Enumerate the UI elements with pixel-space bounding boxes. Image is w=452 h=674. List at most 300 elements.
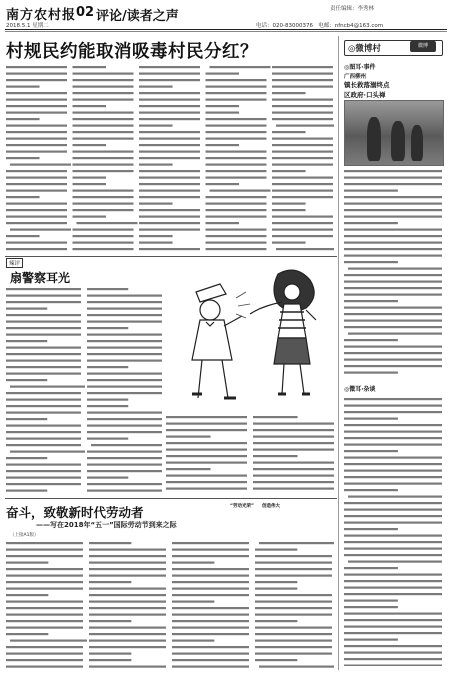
feature-rule (5, 256, 337, 257)
text-line (89, 614, 166, 616)
text-line (87, 438, 128, 440)
lower-lines-group (6, 542, 334, 668)
text-line (73, 235, 134, 237)
text-line (6, 216, 67, 218)
text-line (344, 398, 442, 400)
text-line (139, 151, 200, 153)
text-line (255, 594, 332, 596)
text-line (87, 392, 162, 394)
text-line (344, 307, 442, 309)
text-line (272, 203, 306, 205)
text-line (6, 66, 67, 68)
text-line (6, 412, 81, 414)
text-line (73, 183, 107, 185)
text-line (6, 399, 81, 401)
text-line (344, 606, 398, 608)
text-line (344, 196, 442, 198)
text-line (272, 242, 306, 244)
article-text-lines (6, 64, 334, 252)
text-line (348, 333, 442, 335)
text-line (87, 457, 162, 459)
text-line (276, 248, 334, 250)
text-line (206, 79, 267, 81)
feature-text-right (166, 414, 334, 494)
text-line (259, 666, 334, 668)
sidebar-text-1 (344, 168, 442, 378)
text-line (344, 190, 398, 192)
text-line (206, 144, 240, 146)
text-line (172, 555, 249, 557)
text-line (206, 177, 267, 179)
text-line (255, 659, 297, 661)
text-line (172, 562, 214, 564)
text-line (89, 633, 166, 635)
text-line (272, 222, 333, 224)
text-line (6, 366, 81, 368)
contact-line (256, 21, 383, 29)
text-line (6, 575, 83, 577)
text-line (172, 542, 249, 544)
text-line (166, 416, 247, 418)
dateline: 2018.5.1 星期二 (6, 23, 49, 29)
text-line (253, 442, 334, 444)
text-line (6, 321, 81, 323)
photo-figure-3 (411, 125, 423, 161)
text-line (6, 118, 40, 120)
text-line (172, 601, 214, 603)
officer-body (192, 320, 232, 360)
feature-text-lines-right (166, 414, 334, 494)
main-headline: 村规民约能取消吸毒村民分红？ (6, 42, 258, 62)
text-line (6, 568, 83, 570)
text-line (344, 548, 442, 550)
text-line (6, 562, 48, 564)
cartoon-svg (166, 262, 336, 410)
text-line (272, 99, 333, 101)
text-line (255, 562, 332, 564)
text-line (206, 222, 240, 224)
text-line (272, 190, 333, 192)
text-line (139, 209, 200, 211)
text-line (87, 340, 162, 342)
weibo-logo-icon: 微博 (410, 41, 436, 52)
text-line (6, 92, 67, 94)
text-line (139, 157, 200, 159)
text-line (87, 353, 162, 355)
header-rule (5, 29, 447, 30)
text-line (139, 138, 200, 140)
sidebar-story-sub: 区政府·口头禅 (344, 91, 386, 99)
text-line (6, 360, 81, 362)
text-line (6, 431, 81, 433)
text-line (73, 177, 107, 179)
tag-image-event-text: 图耳·事件 (349, 64, 376, 71)
police-cap-icon (196, 284, 226, 302)
text-line (6, 125, 67, 127)
text-line (255, 555, 332, 557)
text-line (272, 86, 333, 88)
text-line (344, 203, 442, 205)
lower-rule (5, 498, 337, 499)
text-line (87, 470, 162, 472)
text-line (73, 131, 134, 133)
text-line (6, 425, 81, 427)
text-line (166, 481, 247, 483)
text-line (166, 449, 247, 451)
text-line (89, 562, 166, 564)
text-line (87, 288, 128, 290)
text-line (255, 568, 332, 570)
text-line (139, 66, 200, 68)
text-line (139, 190, 200, 192)
text-line (6, 483, 81, 485)
text-line (73, 248, 134, 250)
text-line (206, 242, 267, 244)
woman-arm (306, 310, 316, 320)
text-line (10, 640, 87, 642)
woman-skirt (274, 338, 310, 364)
text-line (139, 73, 200, 75)
text-line (272, 79, 333, 81)
text-line (87, 386, 162, 388)
text-line (73, 196, 134, 198)
text-line (6, 627, 83, 629)
text-line (172, 666, 249, 668)
text-line (253, 429, 334, 431)
text-line (6, 444, 81, 446)
text-line (87, 490, 162, 492)
text-line (272, 66, 333, 68)
text-line (206, 125, 267, 127)
text-line (87, 295, 162, 297)
text-line (6, 131, 67, 133)
text-line (10, 164, 71, 166)
text-line (6, 418, 47, 420)
text-line (139, 105, 200, 107)
text-line (206, 248, 267, 250)
text-line (6, 327, 81, 329)
text-line (206, 151, 267, 153)
text-line (344, 405, 442, 407)
text-line (89, 640, 166, 642)
text-line (206, 216, 267, 218)
lower-text-lines (6, 540, 334, 668)
text-line (6, 99, 67, 101)
text-line (166, 429, 247, 431)
text-line (6, 373, 81, 375)
text-line (89, 542, 131, 544)
text-line (6, 196, 40, 198)
text-line (255, 614, 332, 616)
text-line (206, 164, 267, 166)
text-line (139, 86, 173, 88)
text-line (6, 295, 81, 297)
text-line (6, 144, 67, 146)
text-line (6, 555, 83, 557)
text-line (6, 470, 81, 472)
photo-figure-1 (367, 117, 381, 161)
text-line (344, 541, 442, 543)
text-line (344, 554, 442, 556)
text-line (272, 170, 306, 172)
text-line (344, 248, 442, 250)
text-line (344, 470, 442, 472)
text-line (6, 666, 83, 668)
text-line (255, 640, 332, 642)
tag-discussion: ◎微耳·杂谈 (344, 386, 376, 393)
text-line (87, 360, 162, 362)
text-line (87, 464, 162, 466)
text-line (344, 476, 442, 478)
text-line (73, 170, 134, 172)
text-line (206, 203, 267, 205)
text-line (73, 99, 134, 101)
text-line (6, 379, 47, 381)
text-line (6, 633, 48, 635)
text-line (272, 235, 333, 237)
header-rule-thin (5, 31, 447, 32)
text-line (253, 462, 334, 464)
sidebar-lines-group-2 (344, 398, 442, 666)
text-line (253, 475, 334, 477)
text-line (344, 457, 442, 459)
text-line (73, 209, 134, 211)
text-line (255, 549, 297, 551)
text-line (73, 229, 134, 231)
text-line (172, 607, 249, 609)
lower-bold-phrase-2: 创造伟大 (262, 504, 280, 509)
text-line (344, 229, 442, 231)
text-line (344, 313, 442, 315)
text-line (139, 242, 173, 244)
text-line (139, 216, 200, 218)
text-line (255, 620, 297, 622)
text-line (344, 346, 442, 348)
text-line (6, 79, 67, 81)
text-line (77, 222, 138, 224)
feature-tag: 辣评 (6, 258, 23, 268)
text-line (253, 449, 334, 451)
text-line (206, 229, 267, 231)
text-line (87, 301, 162, 303)
officer-arm (224, 316, 242, 326)
text-line (6, 614, 83, 616)
text-line (6, 248, 67, 250)
lower-byline: （上接A1版） (10, 533, 39, 538)
text-line (87, 412, 162, 414)
text-line (87, 379, 162, 381)
text-line (139, 229, 200, 231)
feature-text-left (6, 286, 162, 494)
text-line (172, 588, 249, 590)
text-line (206, 73, 240, 75)
text-line (89, 549, 166, 551)
text-line (139, 170, 200, 172)
text-line (172, 581, 249, 583)
tag-image-event: ◎图耳·事件 (344, 64, 376, 71)
text-line (172, 633, 249, 635)
text-line (89, 588, 166, 590)
lower-headline: 奋斗，致敬新时代劳动者 (6, 505, 144, 520)
text-line (73, 164, 134, 166)
text-line (172, 614, 249, 616)
text-line (73, 92, 134, 94)
tag-discussion-text: 微耳·杂谈 (349, 386, 376, 393)
weibo-title-text: 微博村 (355, 44, 381, 54)
text-line (206, 92, 267, 94)
text-line (344, 222, 398, 224)
text-line (73, 112, 134, 114)
text-line (139, 144, 200, 146)
text-line (73, 125, 134, 127)
text-line (73, 66, 107, 68)
text-line (89, 620, 131, 622)
text-line (344, 411, 442, 413)
text-line (73, 144, 107, 146)
text-line (253, 468, 334, 470)
lower-article-body (6, 540, 334, 668)
woman-head (284, 284, 300, 300)
text-line (272, 112, 333, 114)
text-line (6, 477, 81, 479)
text-line (206, 183, 240, 185)
text-line (89, 568, 166, 570)
text-line (255, 581, 297, 583)
text-line (6, 157, 40, 159)
sidebar-place: 广西柳州 (344, 74, 367, 80)
text-line (6, 588, 83, 590)
text-line (89, 607, 166, 609)
text-line (91, 444, 162, 446)
text-line (172, 594, 249, 596)
text-line (6, 288, 81, 290)
text-line (344, 183, 442, 185)
text-line (6, 235, 40, 237)
text-line (6, 170, 67, 172)
text-line (6, 646, 83, 648)
sidebar-text-2 (344, 396, 442, 666)
text-line (6, 594, 48, 596)
text-line (272, 151, 333, 153)
text-line (6, 183, 67, 185)
text-line (344, 639, 398, 641)
text-line (10, 451, 85, 453)
text-line (73, 86, 134, 88)
text-line (87, 334, 162, 336)
text-line (348, 496, 442, 498)
text-line (6, 301, 81, 303)
text-line (6, 73, 67, 75)
text-line (6, 464, 81, 466)
text-line (344, 294, 442, 296)
text-line (89, 601, 166, 603)
officer-legs (198, 360, 228, 398)
text-line (206, 105, 240, 107)
text-line (344, 450, 398, 452)
text-line (344, 463, 442, 465)
text-line (344, 209, 442, 211)
main-article-body (6, 64, 334, 252)
text-line (210, 66, 271, 68)
text-line (255, 575, 332, 577)
text-line (87, 321, 162, 323)
text-line (344, 645, 442, 647)
text-line (255, 627, 332, 629)
text-line (89, 581, 131, 583)
text-line (6, 549, 83, 551)
text-line (344, 528, 398, 530)
text-line (6, 308, 47, 310)
text-line (344, 365, 442, 367)
text-line (87, 483, 162, 485)
text-line (166, 455, 247, 457)
text-line (344, 444, 442, 446)
text-line (272, 144, 333, 146)
text-line (172, 620, 249, 622)
text-line (344, 619, 442, 621)
feature-title: 扇警察耳光 (10, 271, 71, 285)
text-line (6, 542, 83, 544)
sidebar-text-lines-2 (344, 396, 442, 666)
text-line (255, 633, 332, 635)
text-line (73, 118, 134, 120)
text-line (255, 607, 332, 609)
text-line (6, 334, 81, 336)
text-line (206, 209, 267, 211)
text-line (344, 287, 442, 289)
text-line (89, 594, 166, 596)
text-line (344, 483, 442, 485)
text-line (253, 455, 298, 457)
woman-legs (282, 364, 304, 394)
text-line (6, 112, 67, 114)
weibo-village-title: ◎微博村 (348, 44, 381, 54)
text-line (87, 405, 128, 407)
text-line (166, 423, 247, 425)
section-title: 评论/读者之声 (96, 9, 179, 24)
text-line (87, 327, 128, 329)
sidebar-text-lines-1 (344, 168, 442, 378)
text-lines-group (6, 66, 334, 250)
lower-subheadline: ——写在2018年“五一”国际劳动节到来之际 (36, 521, 177, 529)
text-line (73, 138, 134, 140)
lower-bold-phrase-1: “劳动光荣” (230, 504, 254, 509)
text-line (6, 86, 40, 88)
text-line (89, 653, 131, 655)
text-line (87, 366, 128, 368)
text-line (87, 347, 162, 349)
text-line (255, 601, 332, 603)
text-line (87, 314, 162, 316)
text-line (73, 242, 134, 244)
text-line (89, 575, 166, 577)
text-line (6, 392, 81, 394)
text-line (206, 99, 267, 101)
text-line (87, 477, 128, 479)
text-line (6, 340, 47, 342)
impact-lines-icon (236, 292, 250, 318)
text-line (344, 424, 442, 426)
text-line (87, 425, 162, 427)
text-line (166, 442, 247, 444)
text-line (6, 581, 83, 583)
text-line (172, 627, 249, 629)
sidebar-lines-group-1 (344, 170, 442, 374)
text-line (206, 170, 267, 172)
text-line (89, 627, 166, 629)
text-line (172, 640, 214, 642)
text-line (6, 457, 47, 459)
